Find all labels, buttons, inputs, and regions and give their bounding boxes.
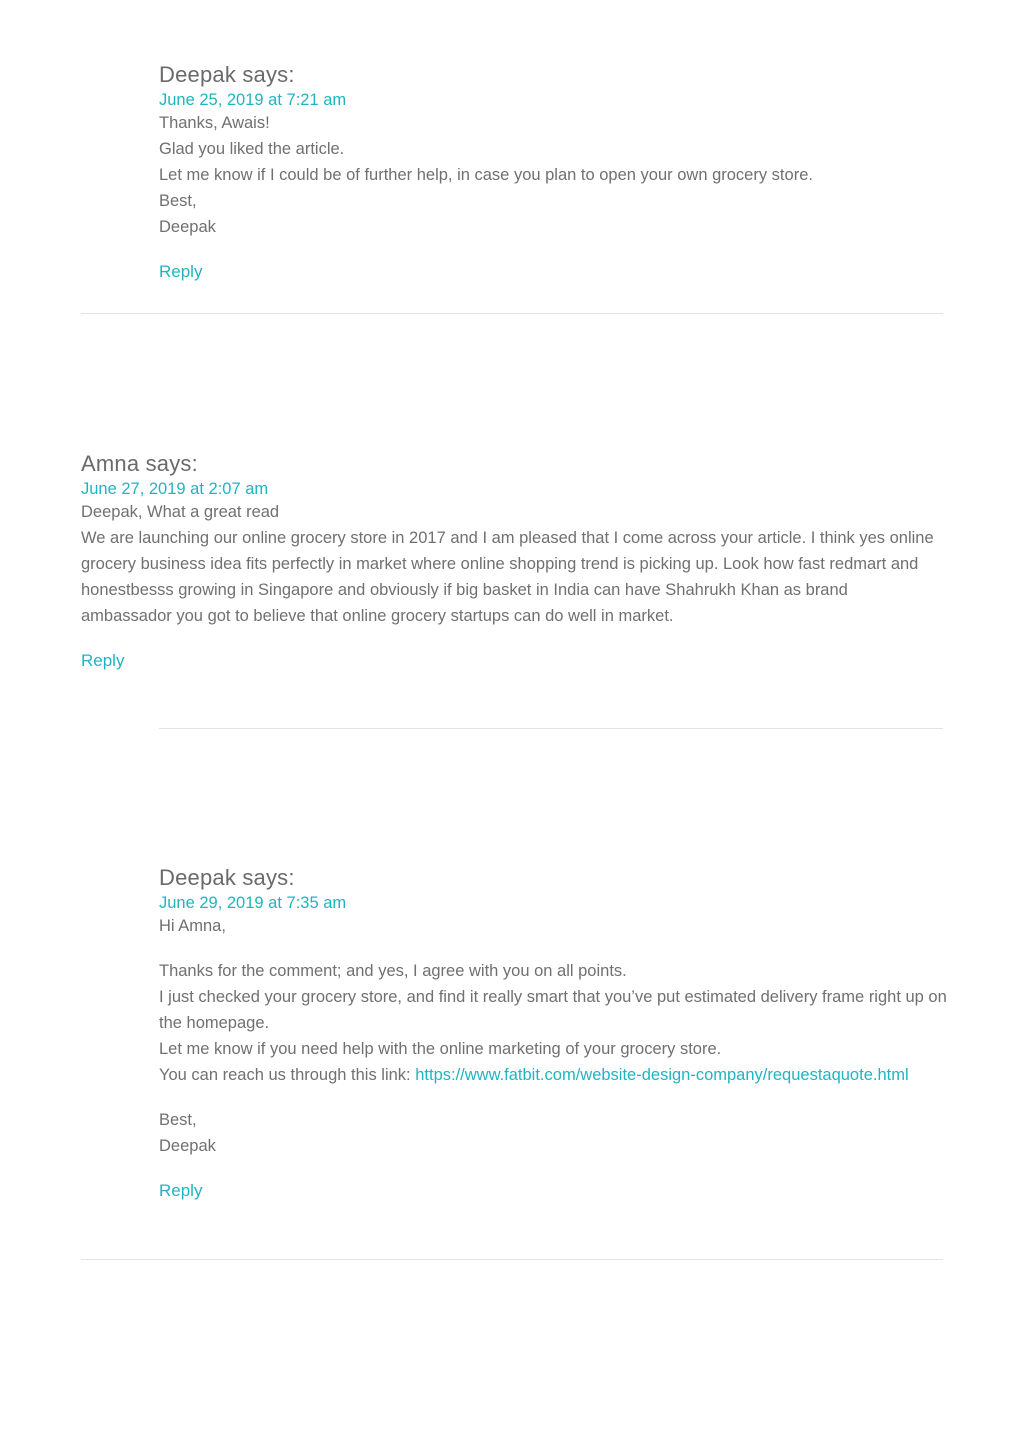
comment-text: Thanks for the comment; and yes, I agree with you on all points. [159, 962, 627, 980]
comment-text: Deepak [159, 218, 216, 236]
comment-text: Deepak [159, 1137, 216, 1155]
comment-author: Deepak says: [159, 62, 295, 87]
comment-text: I just checked your grocery store, and find it really smart that you’ve put estimated delivery frame right up on the homepage. [159, 988, 947, 1032]
comment-text-with-link [159, 1062, 949, 1088]
comment-divider [81, 313, 943, 314]
comment-text: We are launching our online grocery store in 2017 and I am pleased that I come across your article. I think yes online grocery business idea fits perfectly in market where online shopping trend is picking up. Look how fast redmart and honestbesss growing in Singapore and obviously if big basket in India can have Shahrukh Khan as brand ambassador you got to believe that online grocery startups can do well in market. [81, 529, 934, 625]
comment-divider [81, 1259, 943, 1260]
comment-amna [81, 449, 943, 674]
comment-date-link[interactable]: June 25, 2019 at 7:21 am [159, 91, 347, 109]
comment-text: Best, [159, 1111, 197, 1129]
comment-text: Thanks, Awais! [159, 114, 270, 132]
comment-divider [159, 728, 943, 729]
comment-text: Deepak, What a great read [81, 503, 280, 521]
comment-text: Best, [159, 192, 197, 210]
reply-button[interactable]: Reply [159, 262, 203, 281]
link-prefix: You can reach us through this link: [159, 1066, 416, 1084]
comment-date-link[interactable]: June 27, 2019 at 2:07 am [81, 480, 269, 498]
reply-button[interactable]: Reply [81, 651, 125, 670]
comment-author: Deepak says: [159, 865, 295, 890]
comment-author: Amna says: [81, 451, 198, 476]
comment-text: Let me know if you need help with the online marketing of your grocery store. [159, 1040, 722, 1058]
comment-deepak-1 [159, 60, 949, 285]
comment-text: Let me know if I could be of further help, in case you plan to open your own grocery store. [159, 166, 813, 184]
comment-text: Glad you liked the article. [159, 140, 345, 158]
comment-date-link[interactable]: June 29, 2019 at 7:35 am [159, 894, 347, 912]
comment-deepak-2 [159, 863, 949, 1204]
reply-button[interactable]: Reply [159, 1181, 203, 1200]
comment-text: Hi Amna, [159, 917, 226, 935]
quote-request-link[interactable]: https://www.fatbit.com/website-design-company/requestaquote.html [415, 1066, 909, 1084]
